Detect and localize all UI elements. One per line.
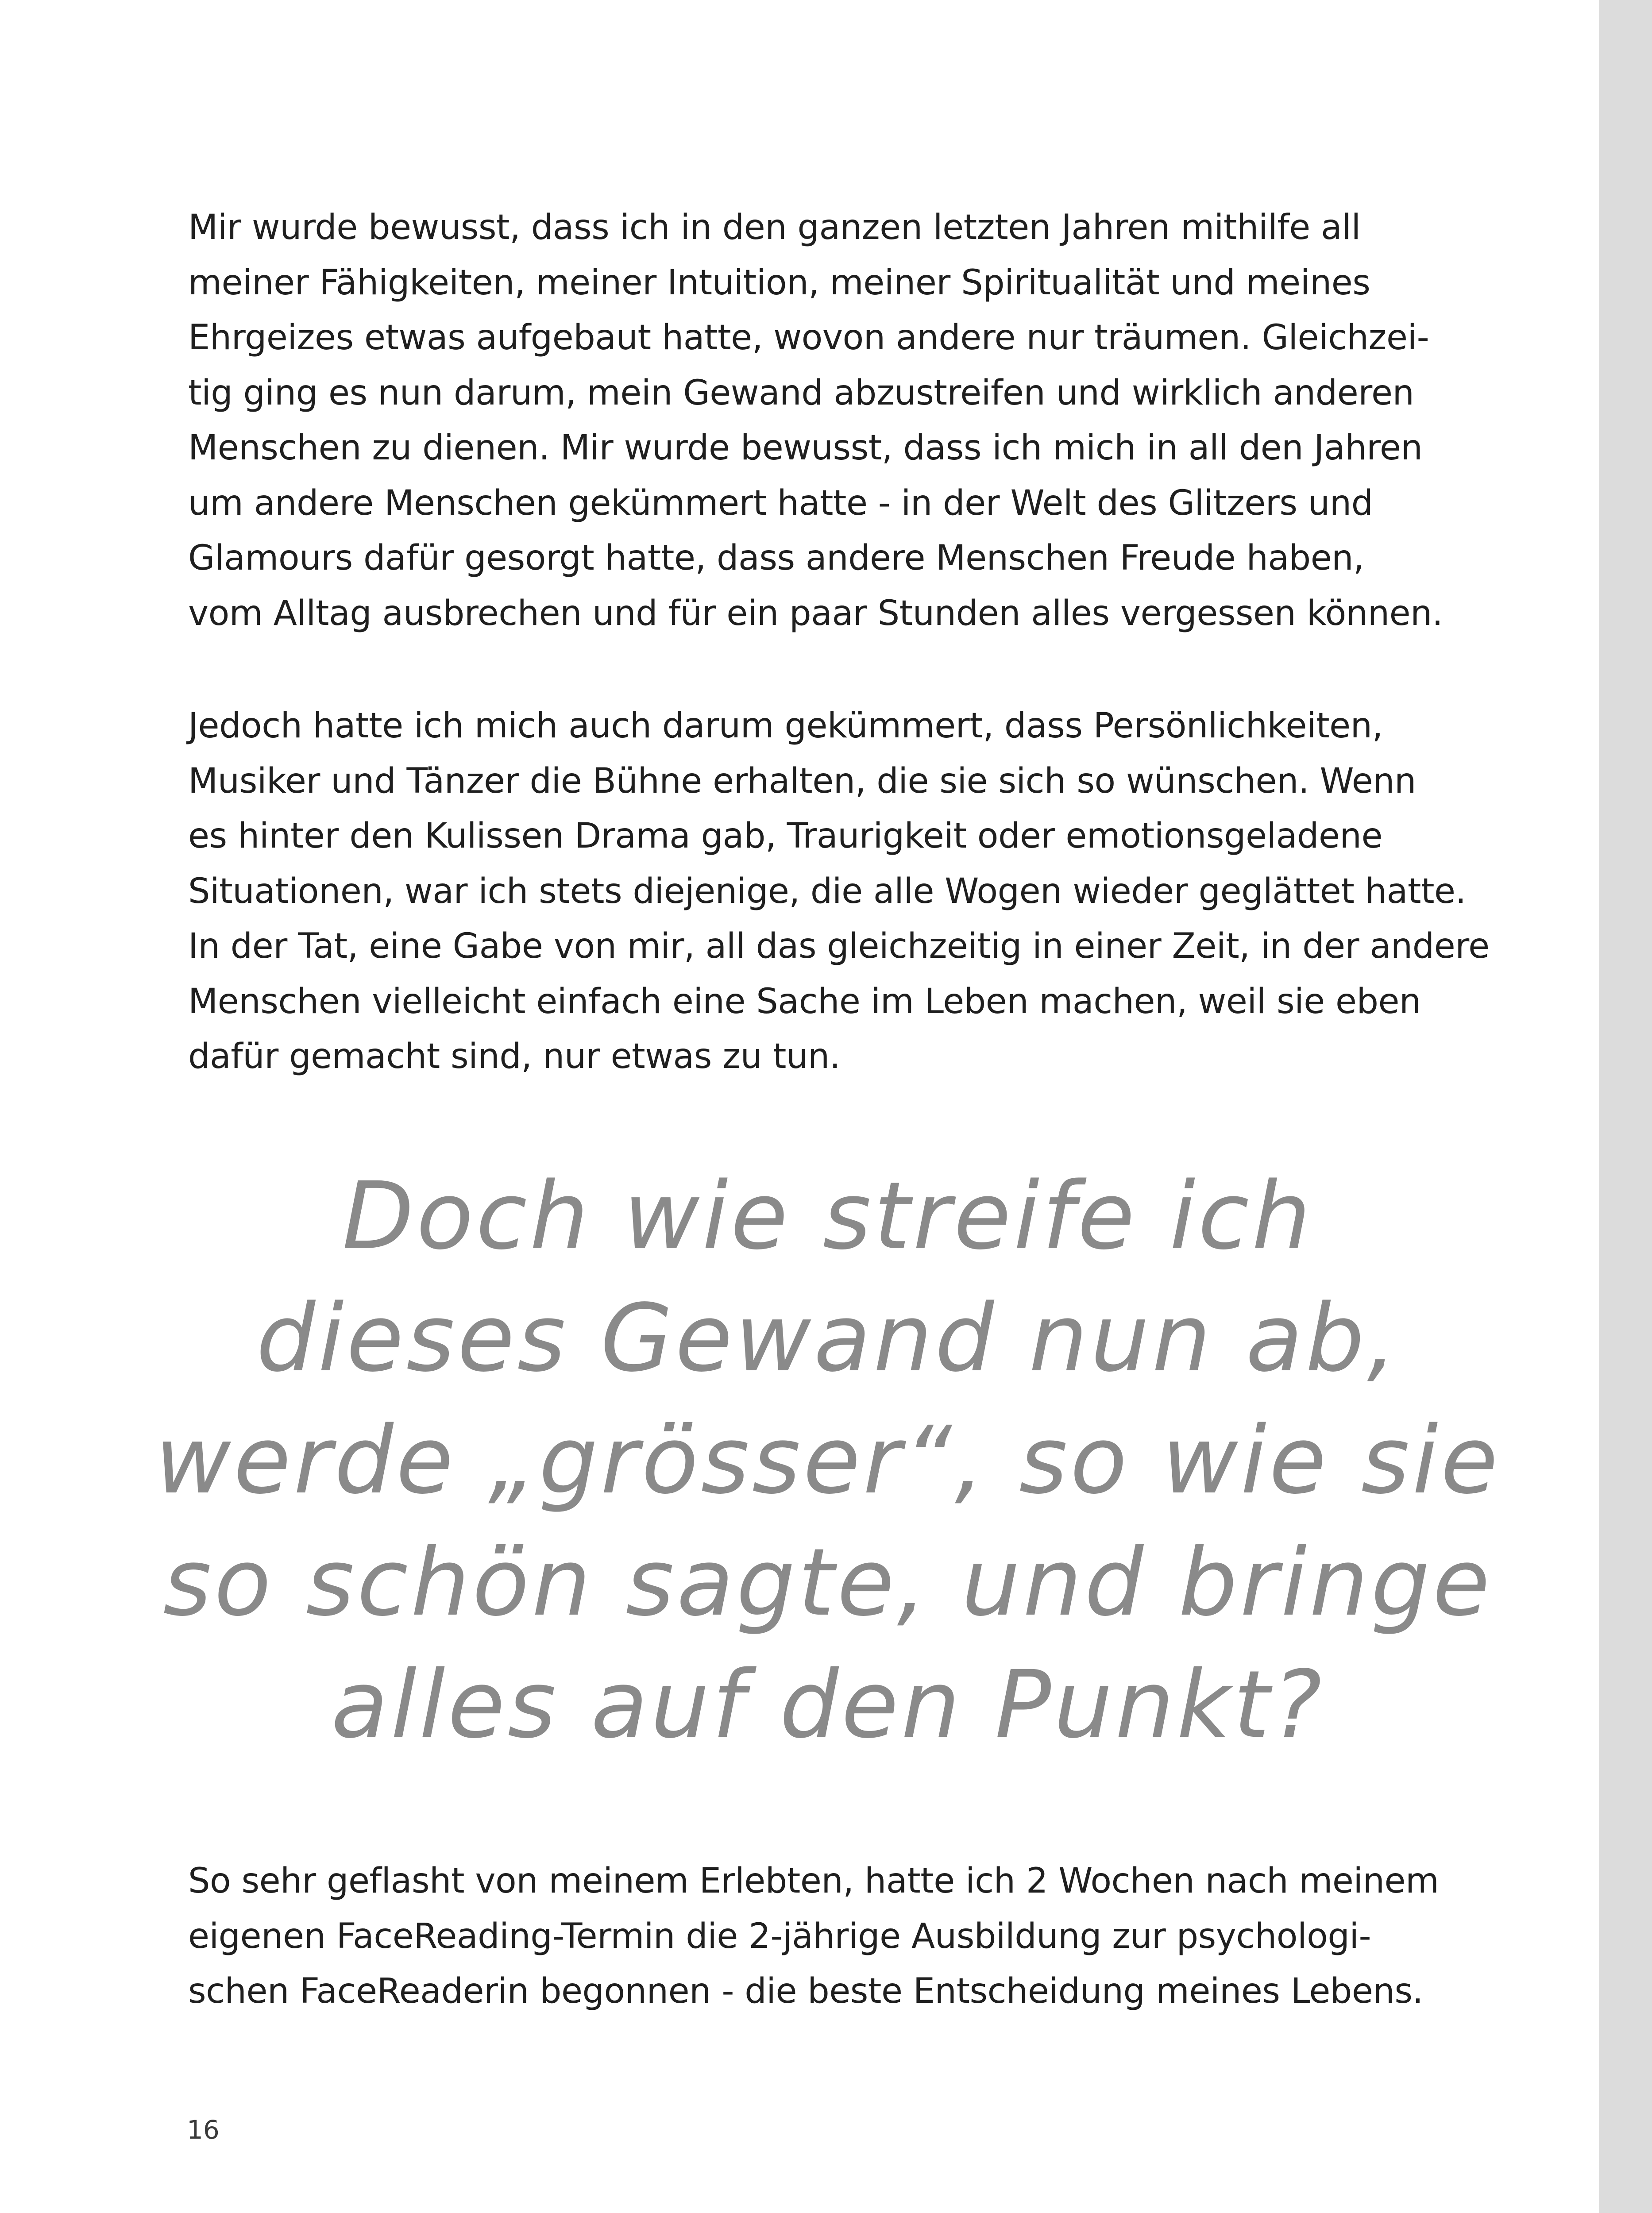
text-line: Ehrgeizes etwas aufgebaut hatte, wovon andere nur träumen. Gleichzei- xyxy=(188,318,1429,358)
text-line: Menschen vielleicht einfach eine Sache im Leben machen, weil sie eben xyxy=(188,981,1421,1022)
page-number: 16 xyxy=(187,2115,220,2145)
text-line: Musiker und Tänzer die Bühne erhalten, die sie sich so wünschen. Wenn xyxy=(188,761,1416,801)
text-line: eigenen FaceReading-Termin die 2-jährige Ausbildung zur psychologi- xyxy=(188,1916,1371,1956)
quote-line: so schön sagte, und bringe xyxy=(163,1528,1493,1637)
text-line: Jedoch hatte ich mich auch darum gekümmert, dass Persönlichkeiten, xyxy=(188,706,1383,746)
text-line: schen FaceReaderin begonnen - die beste Entscheidung meines Lebens. xyxy=(188,1971,1423,2011)
text-line: tig ging es nun darum, mein Gewand abzustreifen und wirklich anderen xyxy=(188,373,1414,413)
body-paragraph-2 xyxy=(188,698,1490,1084)
text-line: In der Tat, eine Gabe von mir, all das gleichzeitig in einer Zeit, in der andere xyxy=(188,926,1490,966)
quote-line: alles auf den Punkt? xyxy=(331,1650,1324,1759)
pull-quote xyxy=(133,1155,1523,1766)
quote-line: werde „grösser“, so wie sie xyxy=(155,1406,1501,1515)
text-line: meiner Fähigkeiten, meiner Intuition, meiner Spiritualität und meines xyxy=(188,262,1370,303)
text-line: dafür gemacht sind, nur etwas zu tun. xyxy=(188,1037,841,1076)
text-line: es hinter den Kulissen Drama gab, Traurigkeit oder emotionsgeladene xyxy=(188,816,1382,856)
body-paragraph-1 xyxy=(188,200,1490,641)
quote-line: dieses Gewand nun ab, xyxy=(256,1284,1399,1392)
page-edge-strip xyxy=(1599,0,1652,2213)
text-line: um andere Menschen gekümmert hatte - in der Welt des Glitzers und xyxy=(188,483,1373,523)
text-line: Situationen, war ich stets diejenige, die alle Wogen wieder geglättet hatte. xyxy=(188,871,1466,911)
text-line: Menschen zu dienen. Mir wurde bewusst, dass ich mich in all den Jahren xyxy=(188,428,1423,468)
body-paragraph-3 xyxy=(188,1854,1490,2019)
text-line: So sehr geflasht von meinem Erlebten, hatte ich 2 Wochen nach meinem xyxy=(188,1861,1439,1901)
text-line: Mir wurde bewusst, dass ich in den ganzen letzten Jahren mithilfe all xyxy=(188,208,1361,247)
quote-line: Doch wie streife ich xyxy=(342,1162,1313,1270)
text-line: vom Alltag ausbrechen und für ein paar Stunden alles vergessen können. xyxy=(188,593,1443,633)
text-line: Glamours dafür gesorgt hatte, dass andere Menschen Freude haben, xyxy=(188,538,1364,578)
